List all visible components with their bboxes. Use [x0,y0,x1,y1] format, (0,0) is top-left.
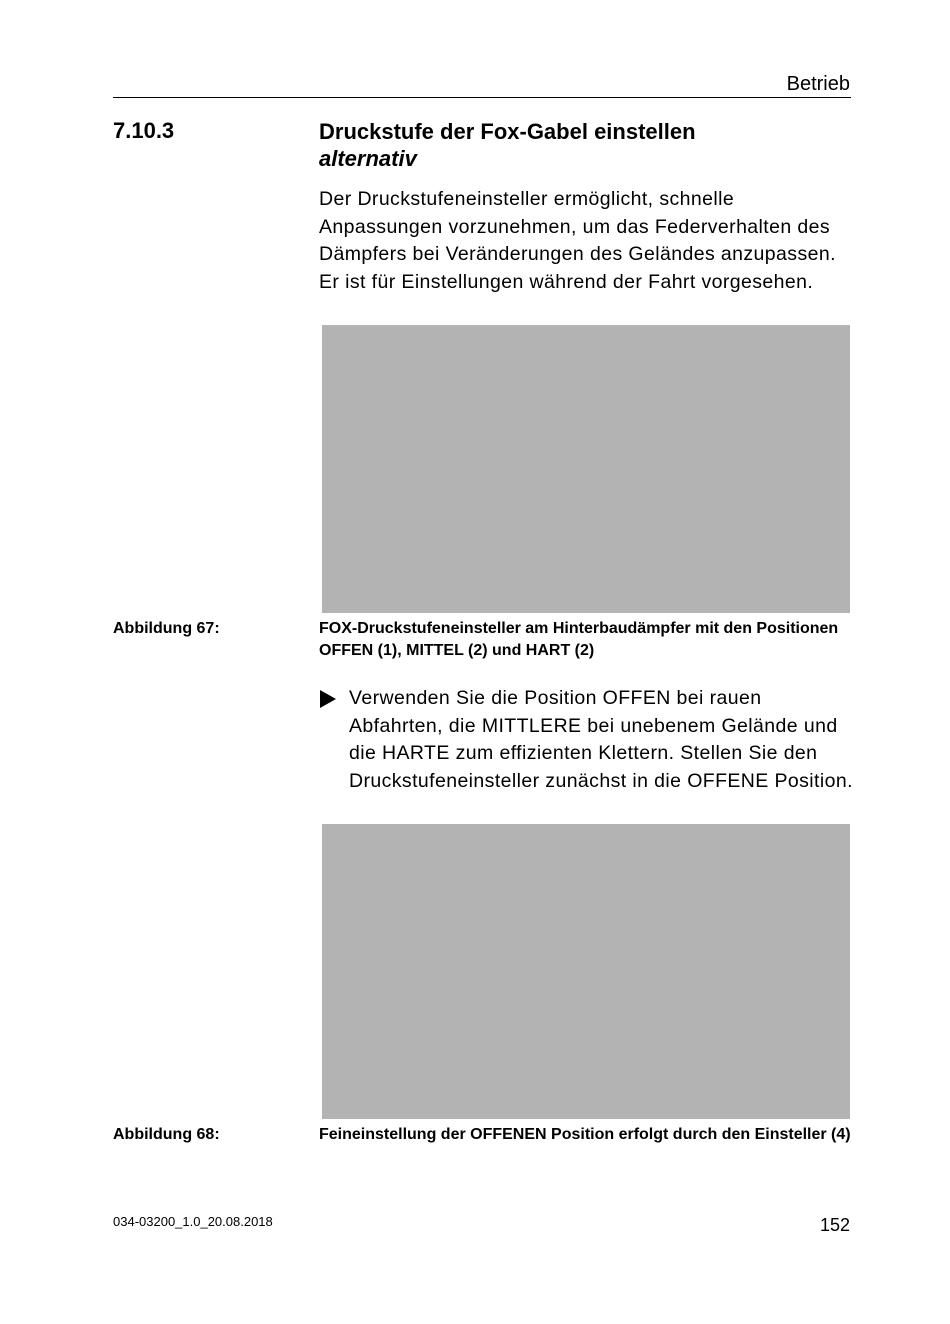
instruction-step [319,685,854,795]
figure-68-image [322,824,850,1119]
figure-67-label: Abbildung 67: [113,620,220,637]
figure-68-caption: Feineinstellung der OFFENEN Position erfolgt durch den Einsteller (4) [319,1126,851,1143]
figure-67-image [322,325,850,613]
figure-68-label: Abbildung 68: [113,1126,220,1143]
intro-paragraph: Der Druckstufeneinsteller ermöglicht, schnelle Anpassungen vorzunehmen, um das Federverhalten des Dämpfers bei Veränderungen des Geländes anzupassen. Er ist für Einstellungen während der Fahrt vorgesehen. [319,188,836,293]
section-subtitle: alternativ [319,146,417,171]
running-header: Betrieb [786,73,850,95]
triangle-bullet-icon [319,689,337,709]
header-divider [113,97,851,98]
instruction-text: Verwenden Sie die Position OFFEN bei rauen Abfahrten, die MITTLERE bei unebenem Gelände und die HARTE zum effizienten Klettern. Stellen Sie den Druckstufeneinsteller zunächst in die OFFENE Position. [349,687,853,792]
figure-67-caption: FOX-Druckstufeneinsteller am Hinterbaudämpfer mit den Positionen OFFEN (1), MITTEL (2) und HART (2) [319,620,839,659]
section-number: 7.10.3 [113,118,175,143]
section-title: Druckstufe der Fox-Gabel einstellen [319,119,696,144]
footer-document-id: 034-03200_1.0_20.08.2018 [113,1214,273,1229]
section-heading [319,118,851,172]
footer-page-number: 152 [819,1215,850,1235]
